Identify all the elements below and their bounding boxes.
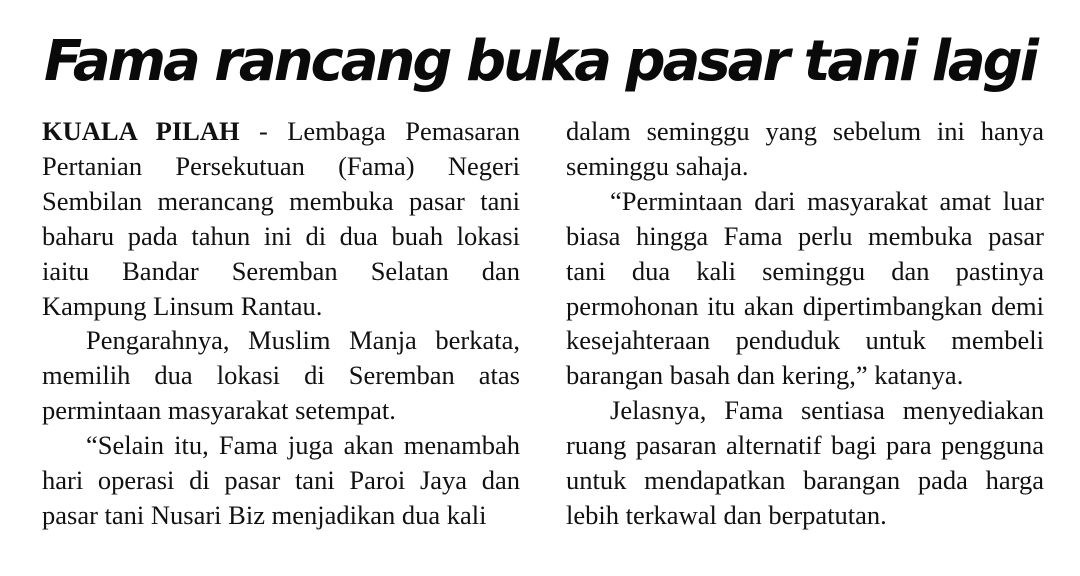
paragraph-body: - Lembaga Pemasaran Pertanian Persekutuan (Fama) Negeri Sembilan merancang membuka pasar tani baharu pada tahun ini di dua buah lokasi iaitu Bandar Seremban Selatan dan Kampung Linsum Rantau. <box>42 116 520 321</box>
article-paragraph: Jelasnya, Fama sentiasa menyediakan ruang pasaran alternatif bagi para pengguna untuk mendapatkan barangan pada harga lebih terkawal dan berpatutan. <box>566 395 1044 530</box>
article-paragraph: “Permintaan dari masyarakat amat luar biasa hingga Fama perlu membuka pasar tani dua kali seminggu dan pastinya permohonan itu akan dipertimbangkan demi kesejahteraan penduduk untuk membeli barangan basah dan kering,” katanya. <box>566 185 1044 391</box>
article-column-right <box>566 114 1044 533</box>
headline: Fama rancang buka pasar tani lagi <box>44 29 1036 94</box>
dateline: KUALA PILAH <box>42 116 240 146</box>
article-paragraph: Pengarahnya, Muslim Manja berkata, memilih dua lokasi di Seremban atas permintaan masyarakat setempat. <box>42 325 520 426</box>
article-column-left <box>42 114 520 533</box>
article-paragraph <box>42 114 520 323</box>
article-paragraph: dalam seminggu yang sebelum ini hanya seminggu sahaja. <box>566 116 1044 181</box>
article-paragraph: “Selain itu, Fama juga akan menambah hari operasi di pasar tani Paroi Jaya dan pasar tani Nusari Biz menjadikan dua kali <box>42 430 520 530</box>
